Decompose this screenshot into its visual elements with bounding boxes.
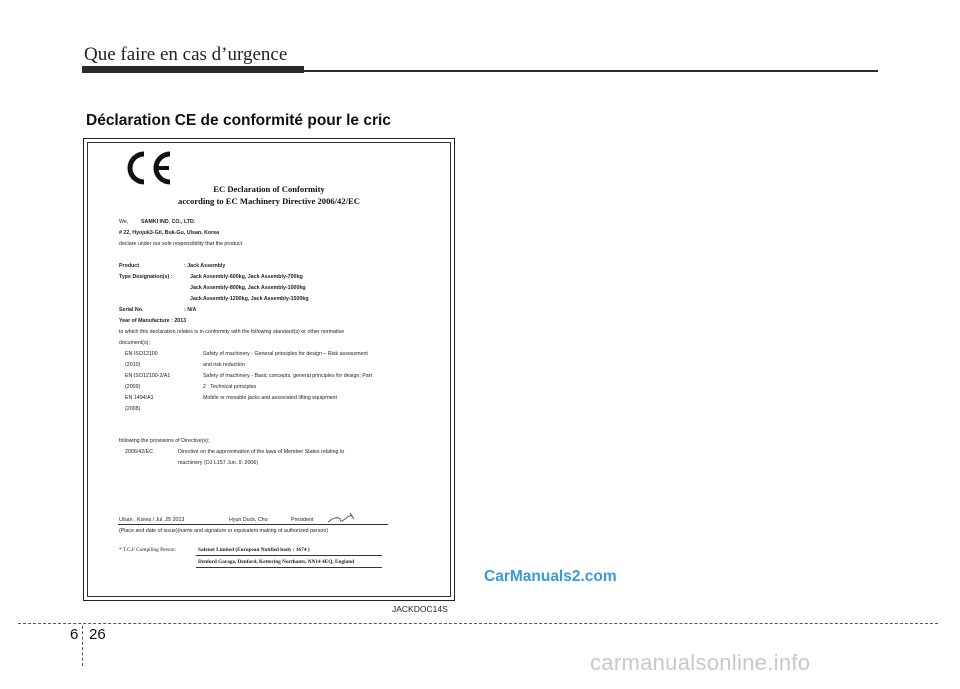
standard-code: (2009)	[125, 384, 141, 390]
tcf-rule	[196, 555, 382, 556]
standard-desc: 2 : Technical principles	[203, 384, 257, 390]
type-value: Jack Assembly-800kg, Jack Assembly-1000kg	[190, 285, 306, 291]
standard-code: (2010)	[125, 362, 141, 368]
standard-code: EN ISO12100	[125, 351, 158, 357]
tcf-line: Denford Garage, Denford, Kettering Northants, NN14 4EQ, England	[198, 559, 355, 565]
we-label: We,	[119, 219, 129, 225]
declaration-document	[83, 138, 455, 601]
serial-label: Serial No.	[119, 307, 144, 313]
place-date: Ulsan , Korea / Jul .25 2013	[119, 517, 185, 523]
standard-desc: Safety of machinery - General principles for design – Risk assessment	[203, 351, 368, 357]
tcf-label: * T.C.F Compiling Person:	[119, 547, 177, 553]
type-value: Jack Assembly-1200kg, Jack Assembly-1500kg	[190, 296, 309, 302]
standard-code: EN 1494/A1	[125, 395, 154, 401]
signer-name: Hyun Duck, Cho	[229, 517, 268, 523]
product-value: : Jack Assembly	[184, 263, 226, 269]
standard-desc: and risk reduction	[203, 362, 245, 368]
serial-value: : N/A	[184, 307, 197, 313]
year-of-manufacture: Year of Manufacture : 2013	[119, 318, 187, 324]
header-bar	[82, 66, 304, 73]
directive-desc: machinery (OJ L157 Jun. 9. 2006)	[178, 460, 259, 466]
tcf-line: Safenet Limited (European Notified body : 1674 )	[198, 547, 310, 553]
doc-subtitle: according to EC Machinery Directive 2006/42/EC	[178, 196, 360, 206]
page-number: 26	[89, 626, 106, 643]
chapter-number: 6	[70, 626, 79, 643]
header-rule	[300, 70, 878, 72]
signer-title: President	[291, 517, 314, 523]
declare-text: declare under our sole responsibility that the product	[119, 241, 243, 247]
ce-mark-icon	[124, 150, 176, 186]
site-watermark: carmanualsonline.info	[590, 650, 811, 675]
doc-title: EC Declaration of Conformity	[213, 184, 325, 194]
footer-rule	[18, 623, 938, 624]
product-label: Product	[119, 263, 140, 269]
standard-code: EN ISO12100-2/A1	[125, 373, 171, 379]
conformity-text: to which this declaration relates is in conformity with the following standard(s) or other normative	[119, 329, 345, 335]
company-address: # 22, Hyojuk3-Gil, Buk-Gu, Ulsan, Korea	[119, 230, 220, 236]
conformity-text: document(s);	[119, 340, 150, 346]
standard-code: (2008)	[125, 406, 141, 412]
type-label: Type Designation(s) :	[119, 274, 173, 280]
directive-code: 2006/42/EC	[125, 449, 153, 455]
declaration-page	[87, 142, 451, 597]
carmanuals-watermark: CarManuals2.com	[484, 568, 617, 585]
tcf-rule	[196, 567, 382, 568]
section-title: Déclaration CE de conformité pour le cric	[86, 112, 391, 129]
type-value: Jack Assembly-600kg, Jack Assembly-700kg	[190, 274, 303, 280]
image-caption: JACKDOC14S	[392, 604, 448, 614]
place-caption: (Place and date of issue)(name and signature or equivalent making of authorized person)	[119, 528, 329, 534]
directive-desc: Directive on the approximation of the laws of Member States relating to	[178, 449, 345, 455]
header-title: Que faire en cas d’urgence	[84, 44, 288, 65]
footer-divider	[82, 626, 83, 666]
company-name: SAMKI IND. CO., LTD.	[141, 219, 196, 225]
signature-line	[118, 524, 388, 525]
standard-desc: Safety of machinery - Basic concepts, general principles for design, Part	[203, 373, 372, 379]
standard-desc: Mobile or movable jacks and associated lifting equipment	[203, 395, 337, 401]
provisions-label: following the provisions of Directive(s);	[119, 438, 210, 444]
